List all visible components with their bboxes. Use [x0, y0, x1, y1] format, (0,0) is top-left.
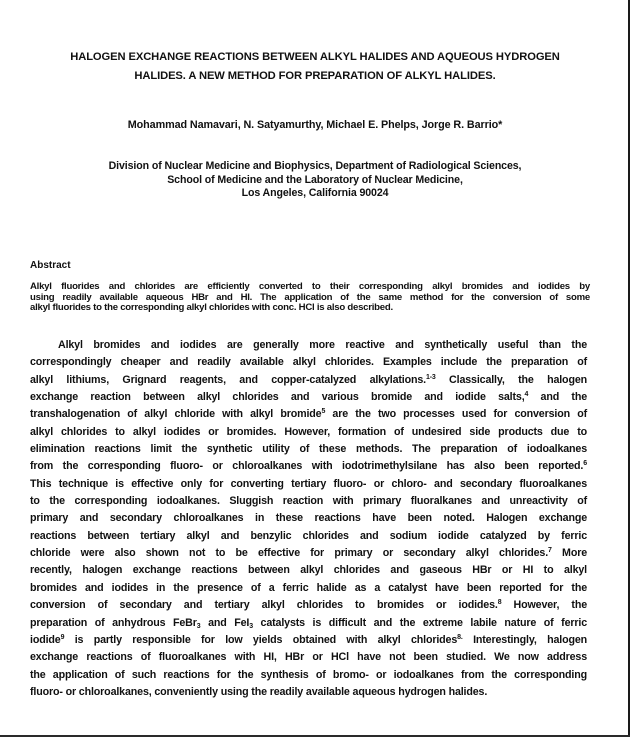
body-text-run: Interestingly, halogen	[462, 633, 587, 646]
body-text-run: transhalogenation of alkyl chloride with alkyl bromide	[30, 408, 322, 421]
body-line-7	[30, 441, 587, 458]
body-line-4	[30, 389, 587, 406]
body-text-run: are the two processes used for conversion of	[325, 408, 587, 421]
body-text-run: exchange reaction between alkyl chlorides and various bromide and iodide salts,	[30, 391, 525, 404]
affiliation-line-2: School of Medicine and the Laboratory of Nuclear Medicine,	[167, 173, 463, 186]
citation-ref: 1-3	[425, 373, 436, 381]
citation-ref: 5	[321, 408, 326, 416]
body-text-run: Alkyl bromides and iodides are generally more reactive and synthetically useful than the	[58, 339, 587, 351]
body-text-run: Classically, the halogen	[435, 373, 587, 386]
body-paragraph	[30, 337, 587, 701]
affiliation-line-1: Division of Nuclear Medicine and Biophysics, Department of Radiological Sciences,	[108, 160, 522, 172]
body-text-run: preparation of anhydrous FeBr	[30, 616, 197, 629]
body-line-2	[30, 354, 587, 371]
body-line-18	[30, 632, 587, 649]
body-line-5	[30, 406, 587, 423]
paper-title	[30, 48, 600, 86]
citation-ref: 8	[497, 599, 502, 607]
body-text-run: primary and secondary chloroalkanes in these reactions have been noted. Halogen exchange	[30, 512, 587, 525]
chem-subscript: 3	[196, 622, 201, 630]
body-line-13	[30, 545, 587, 562]
affiliation	[40, 160, 590, 201]
body-text-run: to the corresponding iodoalkanes. Sluggish reaction with primary fluoralkanes and unreactivity of	[30, 495, 587, 508]
abstract-heading: Abstract	[30, 260, 71, 271]
title-line-2: HALIDES. A NEW METHOD FOR PREPARATION OF ALKYL HALIDES.	[134, 70, 496, 82]
body-text-run: iodide	[30, 633, 61, 646]
body-text-run: and FeI	[200, 616, 250, 629]
body-line-10	[30, 493, 587, 510]
body-line-20	[30, 667, 587, 684]
body-text-run: chloride were also shown not to be effective for primary or secondary alkyl chlorides.	[30, 547, 549, 560]
body-text-run: reactions between tertiary alkyl and benzylic chlorides and sodium iodide catalyzed by ferric	[30, 529, 587, 542]
abstract-text	[30, 282, 590, 314]
body-line-15	[30, 580, 587, 597]
body-text-run: conversion of secondary and tertiary alkyl chlorides to bromides or iodides.	[30, 599, 498, 612]
citation-ref: 6	[583, 460, 587, 468]
body-text-run: correspondingly cheaper and readily available alkyl chlorides. Examples include the preparation of	[30, 356, 587, 369]
body-line-9	[30, 476, 587, 493]
body-text-run: is partly responsible for low yields obtained with alkyl chlorides	[64, 633, 458, 646]
affiliation-line-3: Los Angeles, California 90024	[241, 187, 389, 200]
body-text-run: from the corresponding fluoro- or chloroalkanes with iodotrimethylsilane has also been reported.	[30, 460, 584, 473]
body-text-run: This technique is effective only for converting tertiary fluoro- or chloro- and secondary fluoroalkanes	[30, 477, 587, 490]
body-text-run: elimination reactions limit the synthetic utility of these methods. The preparation of iodoalkanes	[30, 443, 587, 456]
abstract-line-1: Alkyl fluorides and chlorides are efficiently converted to their corresponding alkyl bromides and iodides by	[30, 281, 590, 292]
body-text-run: and the	[528, 391, 587, 404]
body-text-run: catalysts is difficult and the extreme labile nature of ferric	[252, 616, 587, 629]
citation-ref: 8.	[457, 633, 463, 641]
author-list: Mohammad Namavari, N. Satyamurthy, Michael E. Phelps, Jorge R. Barrio*	[127, 119, 503, 131]
citation-ref: 7	[548, 547, 552, 555]
title-line-1: HALOGEN EXCHANGE REACTIONS BETWEEN ALKYL HALIDES AND AQUEOUS HYDROGEN	[70, 51, 560, 63]
body-text-run: bromides and iodides in the presence of a ferric halide as a catalyst have been reported for the	[30, 581, 587, 594]
body-text-run: the application of such reactions for the synthesis of bromo- or iodoalkanes from the corresponding	[30, 668, 587, 681]
body-line-21	[30, 684, 587, 701]
body-line-3	[30, 372, 587, 389]
body-line-12	[30, 528, 587, 545]
body-line-11	[30, 510, 587, 527]
body-line-14	[30, 562, 587, 579]
body-text-run: exchange reactions of fluoroalkanes with HI, HBr or HCl have not been studied. We now address	[30, 651, 587, 664]
abstract-line-3: alkyl fluorides to the corresponding alkyl chlorides with conc. HCl is also described.	[30, 302, 393, 313]
body-text-run: However, the	[501, 599, 587, 612]
body-line-17	[30, 615, 587, 632]
body-text-run: alkyl lithiums, Grignard reagents, and copper-catalyzed alkylations.	[30, 373, 426, 386]
body-line-1	[30, 337, 587, 354]
chem-subscript: 3	[249, 622, 253, 630]
body-line-8	[30, 458, 587, 475]
body-text-run: More	[551, 547, 587, 560]
body-line-6	[30, 424, 587, 441]
citation-ref: 4	[524, 391, 529, 399]
body-line-19	[30, 649, 587, 666]
body-text-run: alkyl chlorides to alkyl iodides or bromides. However, formation of undesired side products due to	[30, 425, 587, 438]
body-text-run: recently, halogen exchange reactions between alkyl chlorides and gaseous HBr or HI to alkyl	[30, 564, 587, 577]
citation-ref: 9	[60, 633, 65, 641]
abstract-line-2: using readily available aqueous HBr and HI. The application of the same method for the conversion of some	[30, 291, 590, 303]
body-text-run: fluoro- or chloroalkanes, conveniently using the readily available aqueous hydrogen halides.	[30, 685, 488, 698]
body-line-16	[30, 597, 587, 614]
